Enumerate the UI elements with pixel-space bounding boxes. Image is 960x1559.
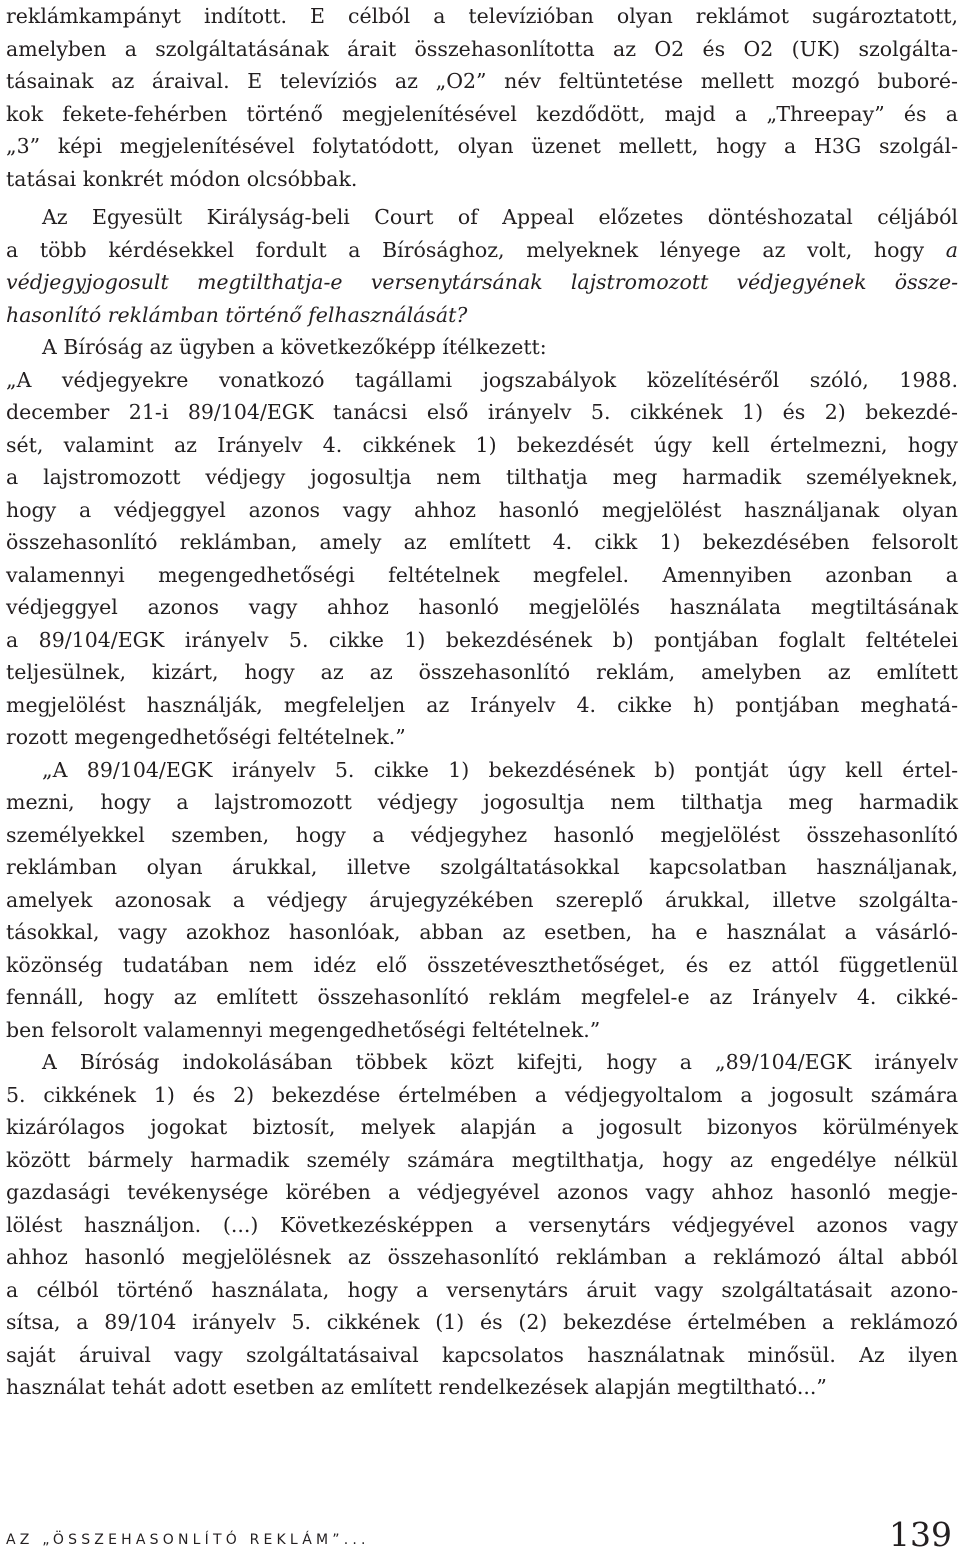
text-run: saját áruival vagy szolgáltatásaival kapcsolatos használatnak minősül. Az ilyen <box>6 1342 958 1367</box>
paragraph <box>6 364 958 754</box>
text-line <box>6 559 958 592</box>
text-line <box>6 949 958 982</box>
text-run: ben felsorolt valamennyi megengedhetőségi feltételnek.” <box>6 1017 601 1042</box>
text-run: „3” képi megjelenítésével folytatódott, olyan üzenet mellett, hogy a H3G szolgál- <box>6 134 958 158</box>
text-line <box>6 1371 958 1404</box>
page-body <box>6 0 958 1404</box>
text-line <box>6 461 958 494</box>
page-number: 139 <box>889 1515 952 1554</box>
text-run: rozott megengedhetőségi feltételnek.” <box>6 725 406 749</box>
text-line <box>6 163 958 196</box>
text-run: ahhoz hasonló megjelölésnek az összehasonlító reklámban a reklámozó által abból <box>6 1245 958 1269</box>
text-line <box>6 1241 958 1274</box>
text-line <box>6 689 958 722</box>
text-line <box>6 819 958 852</box>
text-line <box>6 526 958 559</box>
text-line <box>6 656 958 689</box>
text-run: december 21-i 89/104/EGK tanácsi első irányelv 5. cikkének 1) és 2) bekezdé- <box>6 400 958 424</box>
paragraph <box>6 0 958 195</box>
italic-text: hasonlító reklámban történő felhasználását? <box>6 302 468 327</box>
text-line <box>6 33 958 66</box>
text-line <box>6 1209 958 1242</box>
text-run: kizárólagos jogokat biztosít, melyek alapján a jogosult bizonyos körülmények <box>6 1115 958 1139</box>
text-run: védjeggyel azonos vagy ahhoz hasonló megjelölés használata megtiltásának <box>6 595 958 619</box>
paragraph <box>6 331 958 364</box>
text-line <box>6 624 958 657</box>
text-line <box>6 1111 958 1144</box>
text-line <box>6 299 958 332</box>
paragraph <box>6 754 958 1047</box>
text-line <box>6 266 958 299</box>
text-line <box>6 1079 958 1112</box>
text-line <box>6 201 958 234</box>
text-run: „A 89/104/EGK irányelv 5. cikke 1) bekezdésének b) pontját úgy kell értel- <box>42 757 958 782</box>
text-run: amelyben a szolgáltatásának árait összehasonlította az O2 és O2 (UK) szolgálta- <box>6 36 958 61</box>
text-run: sítsa, a 89/104 irányelv 5. cikkének (1) és (2) bekezdése értelmében a reklámozó <box>6 1310 958 1334</box>
text-run: összehasonlító reklámban, amely az említett 4. cikk 1) bekezdésében felsorolt <box>6 530 958 554</box>
text-run: tatásai konkrét módon olcsóbbak. <box>6 166 358 191</box>
text-line <box>6 98 958 131</box>
text-run: reklámkampányt indított. E célból a televízióban olyan reklámot sugároztatott, <box>6 4 958 28</box>
text-line <box>6 916 958 949</box>
text-run: A Bíróság indokolásában többek közt kifejti, hogy a „89/104/EGK irányelv <box>42 1050 958 1074</box>
text-line <box>6 130 958 163</box>
text-run: személyekkel szemben, hogy a védjegyhez hasonló megjelölést összehasonlító <box>6 822 958 847</box>
text-line <box>6 1144 958 1177</box>
text-run: „A védjegyekre vonatkozó tagállami jogszabályok közelítéséről szóló, 1988. <box>6 367 958 392</box>
text-run: a 89/104/EGK irányelv 5. cikke 1) bekezdésének b) pontjában foglalt feltételei <box>6 627 958 652</box>
text-line <box>6 364 958 397</box>
text-line <box>6 981 958 1014</box>
text-line <box>6 396 958 429</box>
text-run: amelyek azonosak a védjegy árujegyzékében szereplő árukkal, illetve szolgálta- <box>6 887 958 912</box>
text-line <box>6 234 958 267</box>
text-run: fennáll, hogy az említett összehasonlító reklám megfelel-e az Irányelv 4. cikké- <box>6 985 958 1009</box>
text-line <box>6 1274 958 1307</box>
text-run: a lajstromozott védjegy jogosultja nem tilthatja meg harmadik személyeknek, <box>6 465 958 489</box>
text-run: gazdasági tevékenysége körében a védjegyével azonos vagy ahhoz hasonló megje- <box>6 1180 958 1204</box>
italic-text: védjegyjogosult megtilthatja-e versenytársának lajstromozott védjegyének össze- <box>6 270 958 294</box>
text-run: A Bíróság az ügyben a következőképp ítélkezett: <box>42 335 547 359</box>
text-run: a több kérdésekkel fordult a Bírósághoz, melyeknek lényege az volt, hogy <box>6 237 946 262</box>
text-run: a célból történő használata, hogy a versenytárs áruit vagy szolgáltatásait azono- <box>6 1277 958 1302</box>
text-line <box>6 1306 958 1339</box>
text-run: közönség tudatában nem idéz elő összetéveszthetőséget, és ez attól függetlenül <box>6 952 958 977</box>
paragraph <box>6 201 958 331</box>
text-run: reklámban olyan árukkal, illetve szolgáltatásokkal kapcsolatban használjanak, <box>6 855 958 879</box>
text-line <box>6 65 958 98</box>
text-run: megjelölést használják, megfeleljen az Irányelv 4. cikke h) pontjában meghatá- <box>6 692 958 717</box>
text-run: tásokkal, vagy azokhoz hasonlóak, abban az esetben, ha e használat a vásárló- <box>6 920 958 944</box>
text-run: Az Egyesült Királyság-beli Court of Appeal előzetes döntéshozatal céljából <box>42 205 958 229</box>
page-footer <box>6 1508 952 1554</box>
text-line <box>6 429 958 462</box>
text-line <box>6 1046 958 1079</box>
text-line <box>6 591 958 624</box>
text-line <box>6 851 958 884</box>
text-run: között bármely harmadik személy számára megtilthatja, hogy az engedélye nélkül <box>6 1147 958 1172</box>
paragraph <box>6 1046 958 1404</box>
text-run: teljesülnek, kizárt, hogy az az összehasonlító reklám, amelyben az említett <box>6 660 958 684</box>
text-line <box>6 0 958 33</box>
text-run: tásainak az áraival. E televíziós az „O2” név feltüntetése mellett mozgó buboré- <box>6 69 958 93</box>
text-run: kok fekete-fehérben történő megjelenítésével kezdődött, majd a „Threepay” és a <box>6 101 958 126</box>
text-run: lölést használjon. (...) Következésképpen a versenytárs védjegyével azonos vagy <box>6 1212 958 1237</box>
text-line <box>6 494 958 527</box>
text-line <box>6 786 958 819</box>
text-run: használat tehát adott esetben az említett rendelkezések alapján megtiltható...” <box>6 1375 827 1399</box>
text-run: sét, valamint az Irányelv 4. cikkének 1) bekezdését úgy kell értelmezni, hogy <box>6 432 958 457</box>
text-line <box>6 754 958 787</box>
text-line <box>6 1339 958 1372</box>
text-run: valamennyi megengedhetőségi feltételnek megfelel. Amennyiben azonban a <box>6 562 958 587</box>
running-head: AZ „ÖSSZEHASONLÍTÓ REKLÁM”... <box>6 1532 370 1548</box>
text-run: 5. cikkének 1) és 2) bekezdése értelmében a védjegyoltalom a jogosult számára <box>6 1082 958 1107</box>
text-run: hogy a védjeggyel azonos vagy ahhoz hasonló megjelölést használjanak olyan <box>6 497 958 522</box>
text-line <box>6 721 958 754</box>
text-line <box>6 1176 958 1209</box>
text-line <box>6 884 958 917</box>
text-run: mezni, hogy a lajstromozott védjegy jogosultja nem tilthatja meg harmadik <box>6 790 958 814</box>
italic-text: a <box>945 237 958 262</box>
text-line <box>6 331 958 364</box>
text-line <box>6 1014 958 1047</box>
